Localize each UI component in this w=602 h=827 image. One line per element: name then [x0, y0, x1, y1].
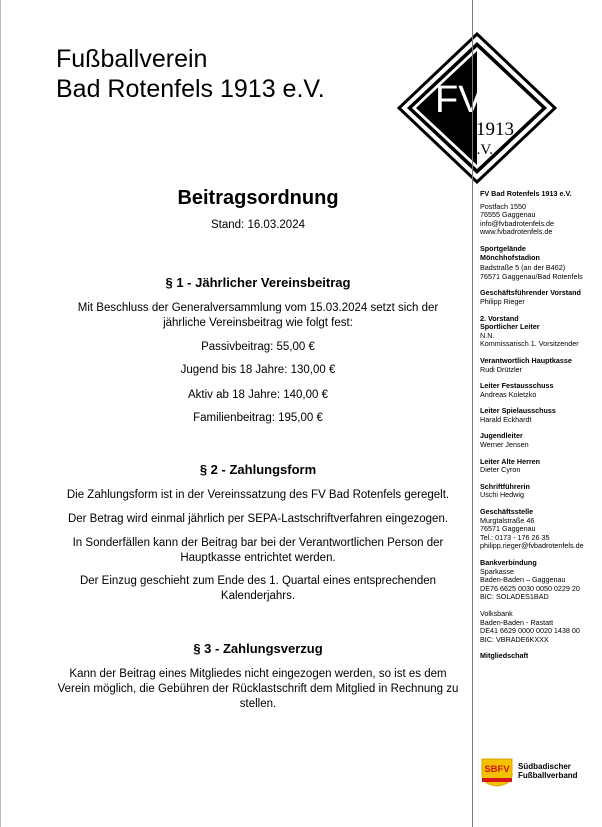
sidebar-youth — [480, 432, 598, 449]
sidebar-vice — [480, 315, 598, 349]
bank-iban: DE41 6629 0000 0020 1438 00 — [480, 626, 580, 636]
sidebar-treasury — [480, 357, 598, 374]
sidebar-seniors — [480, 458, 598, 475]
bank-heading: Bankverbindung — [480, 558, 537, 567]
address-line: 76555 Gaggenau — [480, 210, 536, 220]
sidebar-contacts — [480, 190, 598, 669]
sidebar-address — [480, 190, 598, 237]
sidebar-games — [480, 407, 598, 424]
games-name: Harald Eckhardt — [480, 414, 532, 424]
page-edge — [0, 0, 1, 827]
sidebar-secretary — [480, 483, 598, 500]
venue-heading: Sportgelände — [480, 243, 526, 253]
logo-monogram: FVR — [435, 79, 511, 121]
office-heading: Geschäftsstelle — [480, 507, 534, 517]
sidebar-membership — [480, 652, 598, 661]
fee-family: Familienbeitrag: 195,00 € — [193, 412, 323, 424]
sidebar-office — [480, 508, 598, 551]
sidebar-festival — [480, 382, 598, 399]
venue-name: Mönchhofstadion — [480, 252, 540, 262]
secretary-heading: Schriftführerin — [480, 481, 530, 491]
treasury-heading: Verantwortlich Hauptkasse — [480, 355, 572, 365]
sidebar-chair — [480, 289, 598, 306]
bank-line: Baden-Baden - Rastatt — [480, 617, 554, 627]
sbfv-name — [518, 762, 578, 780]
section-2-para-1: Die Zahlungsform ist in der Vereinssatzung des FV Bad Rotenfels geregelt. — [66, 489, 450, 501]
vice-line: Kommissarisch 1. Vorsitzender — [480, 339, 579, 349]
office-line: 76571 Gaggenau — [480, 524, 536, 534]
fee-passive: Passivbeitrag: 55,00 € — [201, 341, 315, 353]
sidebar-bank-2 — [480, 610, 598, 644]
section-2-title — [40, 461, 476, 479]
email-link[interactable]: info@fvbadrotenfels.de — [480, 218, 555, 228]
vice-line: N.N. — [480, 330, 495, 340]
club-name-line1: Fußballverein — [56, 45, 208, 73]
section-2-para-2: Der Betrag wird einmal jährlich per SEPA-Lastschriftverfahren eingezogen. — [67, 513, 449, 525]
sbfv-badge-icon — [480, 757, 514, 787]
office-email-link[interactable]: philipp.rieger@fvbadrotenfels.de — [480, 541, 584, 551]
chair-heading: Geschäftsführender Vorstand — [480, 288, 581, 298]
seniors-heading: Leiter Alte Herren — [480, 456, 541, 466]
festival-heading: Leiter Festausschuss — [480, 381, 554, 391]
secretary-name: Uschi Hedwig — [480, 490, 524, 500]
club-name — [56, 44, 325, 104]
logo-year: 1913 — [476, 119, 514, 140]
club-logo — [397, 32, 557, 184]
treasury-name: Rudi Drützler — [480, 364, 522, 374]
office-line: Murgtalstraße 46 — [480, 515, 535, 525]
sbfv-badge-text: SBFV — [484, 764, 510, 775]
bank-iban: DE76 6625 0030 0050 0229 20 — [480, 583, 580, 593]
fee-youth: Jugend bis 18 Jahre: 130,00 € — [180, 364, 336, 376]
youth-heading: Jugendleiter — [480, 431, 523, 441]
membership-heading: Mitgliedschaft — [480, 651, 529, 661]
festival-name: Andreas Koletzko — [480, 389, 537, 399]
club-name-line2: Bad Rotenfels 1913 e.V. — [56, 75, 325, 103]
sidebar-bank-1 — [480, 559, 598, 602]
fee-active: Aktiv ab 18 Jahre: 140,00 € — [187, 389, 328, 401]
document-title: Beitragsordnung — [177, 187, 339, 209]
games-heading: Leiter Spielausschuss — [480, 406, 556, 416]
logo-suffix: e.V. — [470, 142, 494, 158]
website-link[interactable]: www.fvbadrotenfels.de — [480, 227, 553, 237]
sbfv-name-line2: Fußballverband — [518, 771, 578, 780]
section-title: § 2 - Zahlungsform — [199, 462, 317, 477]
sidebar-venue — [480, 245, 598, 281]
bank-bic: BIC: SOLADES1BAD — [480, 592, 549, 602]
section-title: § 1 - Jährlicher Vereinsbeitrag — [165, 275, 351, 290]
venue-line: 76571 Gaggenau/Bad Rotenfels — [480, 271, 583, 281]
sbfv-logo — [480, 757, 598, 791]
vice-subheading: Sportlicher Leiter — [480, 322, 540, 332]
section-2-para-4: Der Einzug geschieht zum Ende des 1. Quartal eines entsprechenden Kalenderjahrs. — [79, 575, 437, 602]
venue-line: Badstraße 5 (an der B462) — [480, 263, 566, 273]
section-1-intro: Mit Beschluss der Generalversammlung vom 15.03.2024 setzt sich der jährliche Vereinsbeitrag wie folgt fest: — [77, 302, 439, 329]
chair-name: Philipp Rieger — [480, 296, 525, 306]
bank-line: Sparkasse — [480, 566, 514, 576]
youth-name: Werner Jensen — [480, 440, 529, 450]
document-date: Stand: 16.03.2024 — [211, 219, 305, 231]
address-line: Postfach 1550 — [480, 201, 526, 211]
section-3-para-1: Kann der Beitrag eines Mitgliedes nicht eingezogen werden, so ist es dem Verein möglich, die Gebühren der Rücklastschrift dem Mitglied in Rechnung zu stellen. — [57, 668, 459, 710]
sbfv-name-line1: Südbadischer — [518, 762, 571, 771]
section-2-para-3: In Sonderfällen kann der Beitrag bar bei der Verantwortlichen Person der Hauptkasse entrichtet werden. — [72, 537, 444, 564]
section-1-title — [40, 274, 476, 292]
address-name: FV Bad Rotenfels 1913 e.V. — [480, 189, 572, 198]
seniors-name: Dieter Cyron — [480, 465, 521, 475]
bank-line: Baden-Baden – Gaggenau — [480, 575, 566, 585]
section-3-title — [40, 640, 476, 658]
section-title: § 3 - Zahlungsverzug — [193, 641, 323, 656]
vice-heading: 2. Vorstand — [480, 313, 519, 323]
bank-line: Volksbank — [480, 608, 513, 618]
bank-bic: BIC: VBRADE6KXXX — [480, 634, 549, 644]
office-phone: Tel.: 0173 - 176 26 35 — [480, 532, 550, 542]
